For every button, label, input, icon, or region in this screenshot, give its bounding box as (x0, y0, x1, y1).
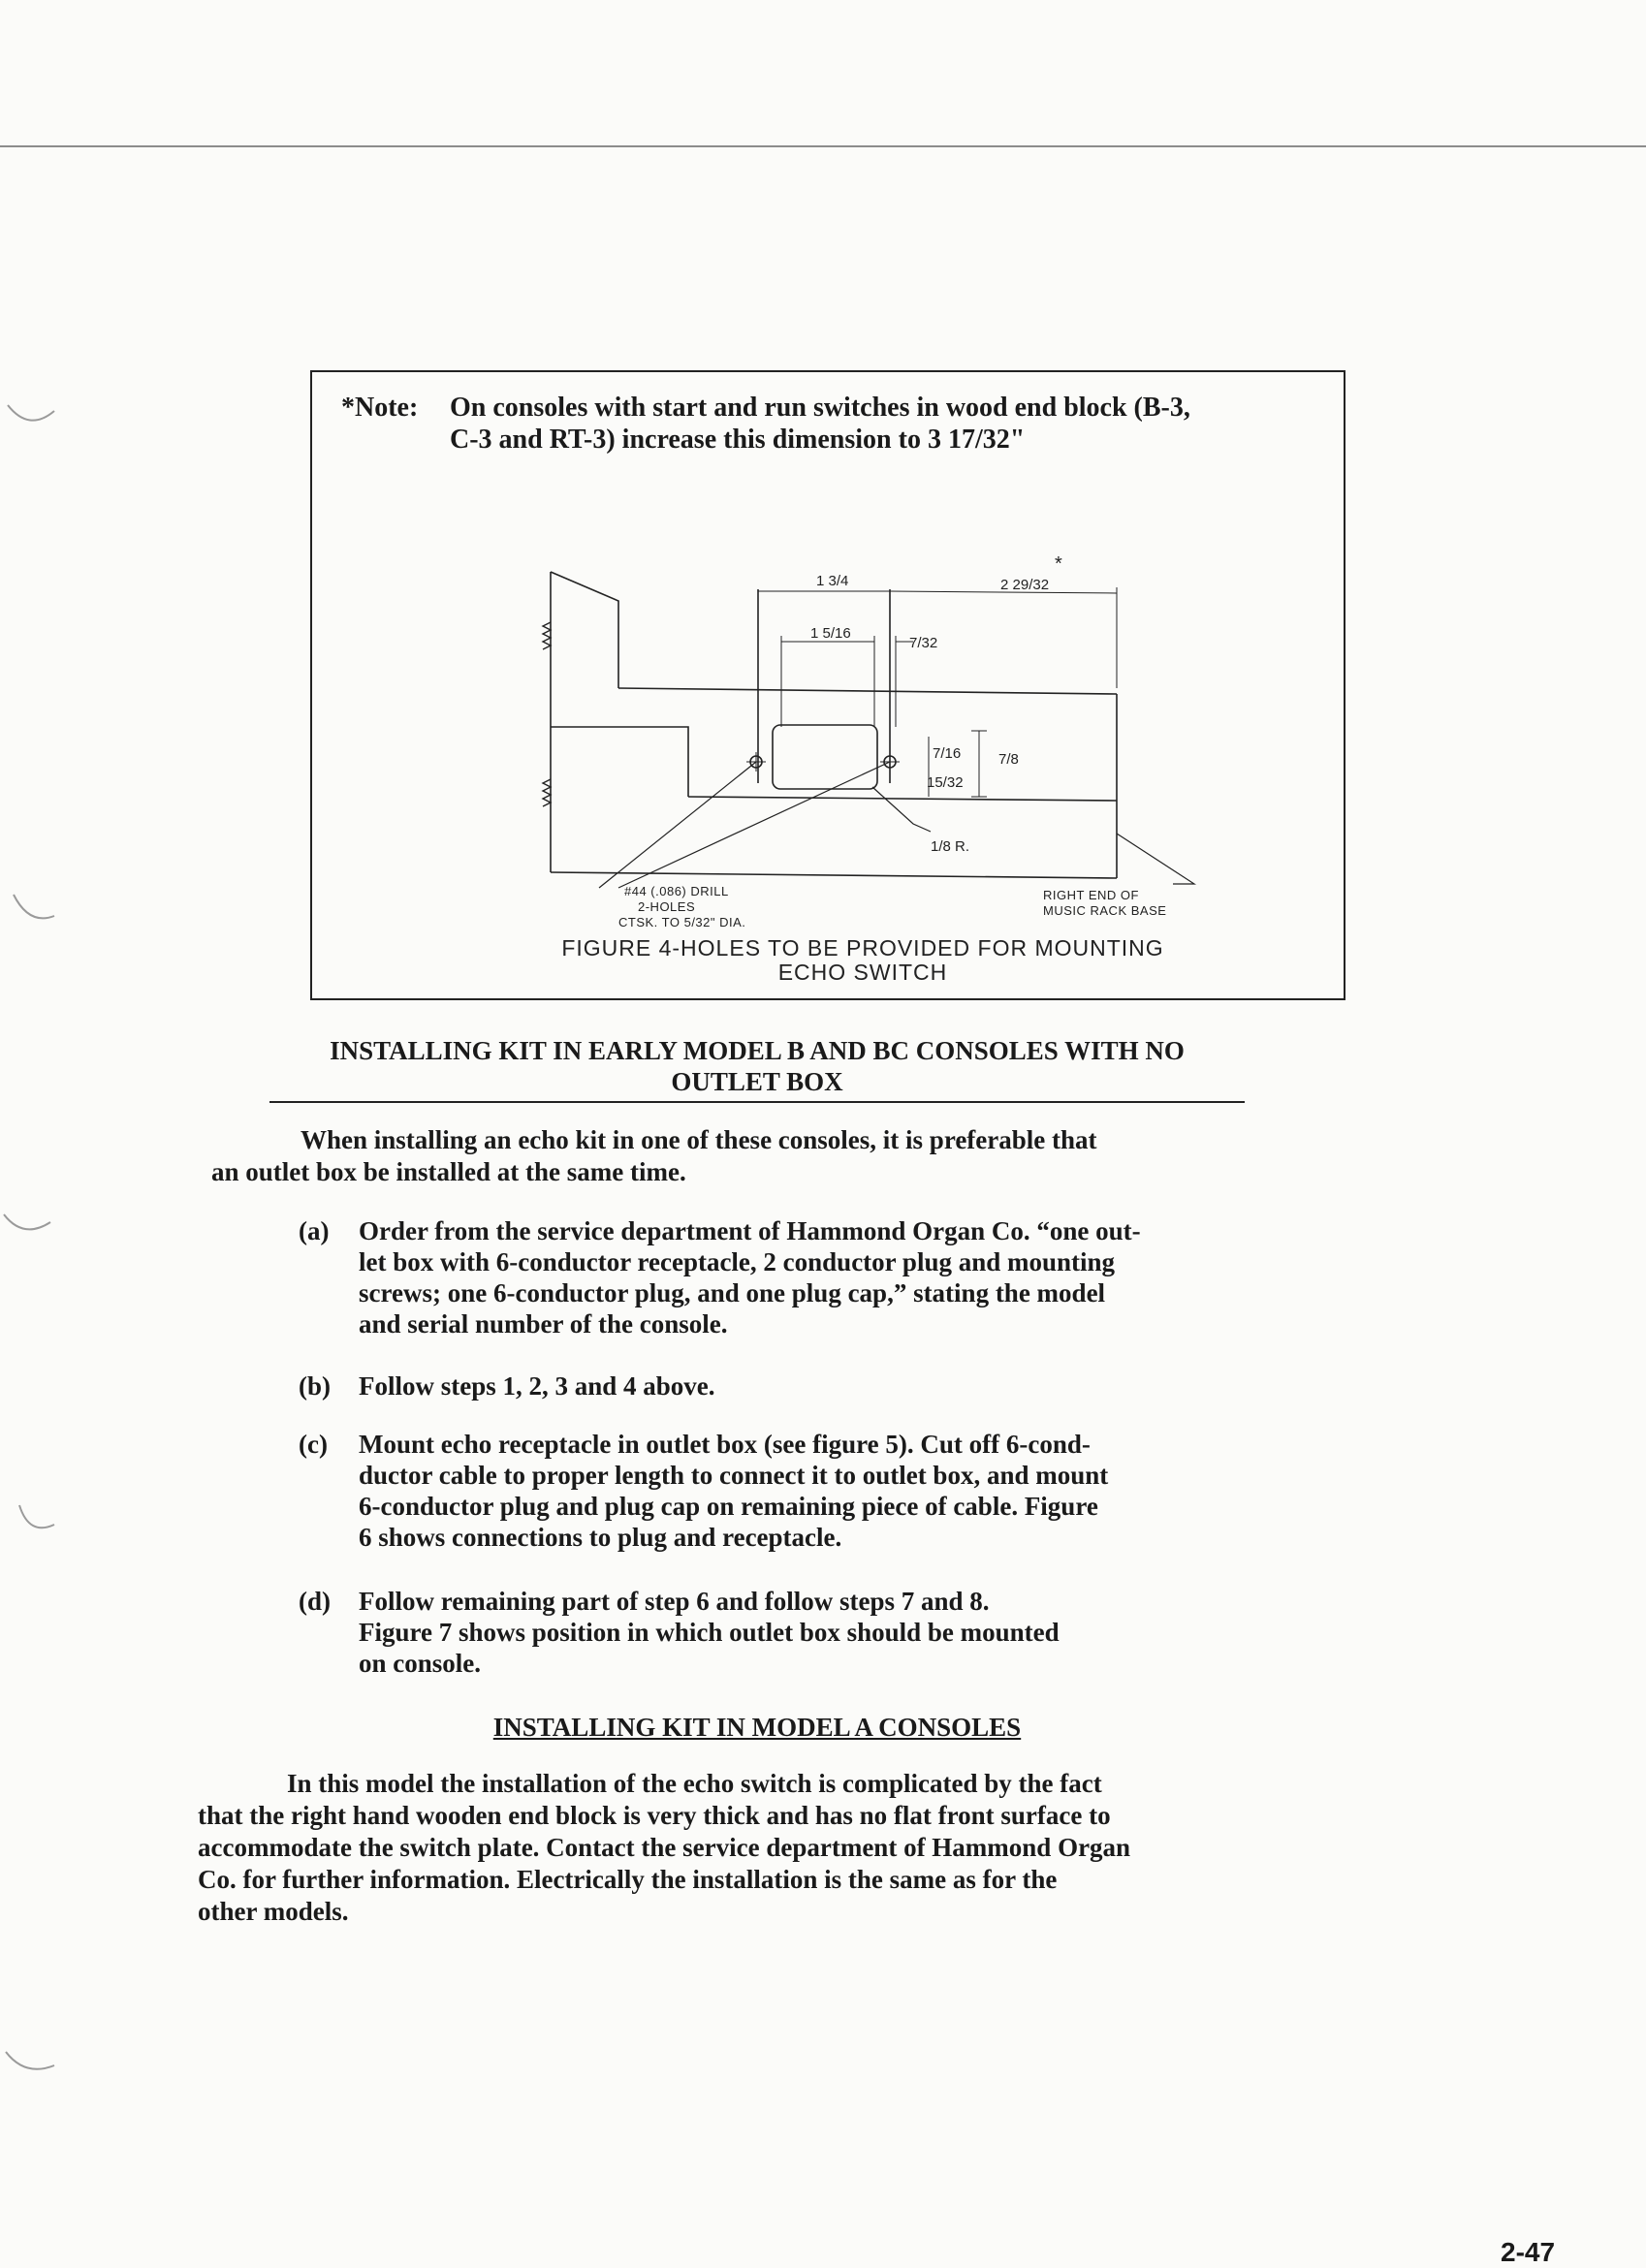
punch-hole (0, 1497, 58, 1556)
list-item-d (299, 1586, 1307, 1679)
item-a-line-4: and serial number of the console. (359, 1309, 728, 1339)
section-2-line-1: In this model the installation of the echo switch is complicated by the fact (287, 1769, 1102, 1798)
list-item-a (299, 1215, 1307, 1339)
section-1-intro (211, 1124, 1316, 1188)
note-line-1: On consoles with start and run switches in wood end block (B-3, (450, 393, 1190, 423)
section-1-title (268, 1035, 1247, 1097)
list-marker: (a) (299, 1216, 330, 1245)
item-a-line-2: let box with 6-conductor receptacle, 2 conductor plug and mounting (359, 1247, 1116, 1276)
item-b-line-1: Follow steps 1, 2, 3 and 4 above. (359, 1371, 715, 1401)
punch-hole (0, 388, 58, 446)
item-d-line-2: Figure 7 shows position in which outlet box should be mounted (359, 1618, 1060, 1647)
item-a-line-3: screws; one 6-conductor plug, and one plug cap,” stating the model (359, 1278, 1106, 1307)
intro-line-2: an outlet box be installed at the same time. (211, 1157, 686, 1186)
section-2-body (198, 1768, 1351, 1928)
dim-2-29-32: 2 29/32 (1000, 577, 1050, 593)
list-item-b (299, 1370, 1307, 1402)
item-c-line-3: 6-conductor plug and plug cap on remaining piece of cable. Figure (359, 1492, 1098, 1521)
figure-note (341, 392, 1340, 456)
echo-switch-mounting-drawing (504, 543, 1241, 930)
dim-7-8: 7/8 (998, 751, 1019, 768)
drill-callout-line-3: CTSK. TO 5/32" DIA. (618, 915, 746, 929)
list-marker: (d) (299, 1587, 331, 1616)
rack-callout-line-2: MUSIC RACK BASE (1043, 903, 1167, 918)
item-d-line-1: Follow remaining part of step 6 and follow steps 7 and 8. (359, 1587, 990, 1616)
dim-1-3-4: 1 3/4 (816, 573, 849, 589)
dim-1-8-radius: 1/8 R. (931, 838, 970, 855)
dim-7-32: 7/32 (909, 635, 938, 651)
figure-caption-line-2: ECHO SWITCH (777, 960, 948, 985)
drill-callout-line-1: #44 (.086) DRILL (624, 884, 729, 898)
section-2-title (268, 1712, 1247, 1743)
dim-15-32: 15/32 (927, 774, 964, 791)
item-c-line-2: ductor cable to proper length to connect it to outlet box, and mount (359, 1461, 1109, 1490)
section-2-line-2: that the right hand wooden end block is very thick and has no flat front surface to (198, 1801, 1111, 1830)
punch-hole (0, 2040, 58, 2098)
punch-hole (0, 887, 58, 945)
item-c-line-1: Mount echo receptacle in outlet box (see figure 5). Cut off 6-cond- (359, 1430, 1091, 1459)
section-2-line-5: other models. (198, 1897, 349, 1926)
item-c-line-4: 6 shows connections to plug and receptacle. (359, 1523, 842, 1552)
section-2-line-4: Co. for further information. Electrically the installation is the same as for the (198, 1865, 1058, 1894)
dim-7-16: 7/16 (933, 745, 962, 762)
list-item-c (299, 1429, 1307, 1553)
page-number: 2-47 (1501, 2237, 1556, 2267)
figure-caption (407, 936, 1318, 985)
item-d-line-3: on console. (359, 1649, 482, 1678)
punch-hole (0, 1197, 58, 1255)
top-edge-rule (0, 145, 1646, 147)
section-1-title-line-1: INSTALLING KIT IN EARLY MODEL B AND BC CONSOLES WITH NO (330, 1036, 1185, 1065)
list-marker: (b) (299, 1371, 331, 1401)
dim-1-5-16: 1 5/16 (810, 625, 851, 642)
drill-callout-line-2: 2-HOLES (638, 899, 696, 914)
section-1-title-line-2: OUTLET BOX (671, 1067, 843, 1096)
dim-star: * (1055, 553, 1062, 575)
intro-line-1: When installing an echo kit in one of these consoles, it is preferable that (301, 1125, 1097, 1154)
rack-callout-line-1: RIGHT END OF (1043, 888, 1139, 902)
section-1-title-rule (269, 1101, 1245, 1103)
list-marker: (c) (299, 1430, 328, 1459)
section-2-title-text: INSTALLING KIT IN MODEL A CONSOLES (492, 1713, 1022, 1742)
section-2-line-3: accommodate the switch plate. Contact the service department of Hammond Organ (198, 1833, 1131, 1862)
figure-caption-line-1: FIGURE 4-HOLES TO BE PROVIDED FOR MOUNTING (561, 935, 1164, 961)
note-label: *Note: (341, 393, 419, 423)
item-a-line-1: Order from the service department of Hammond Organ Co. “one out- (359, 1216, 1141, 1245)
note-line-2: C-3 and RT-3) increase this dimension to 3 17/32" (450, 425, 1026, 455)
